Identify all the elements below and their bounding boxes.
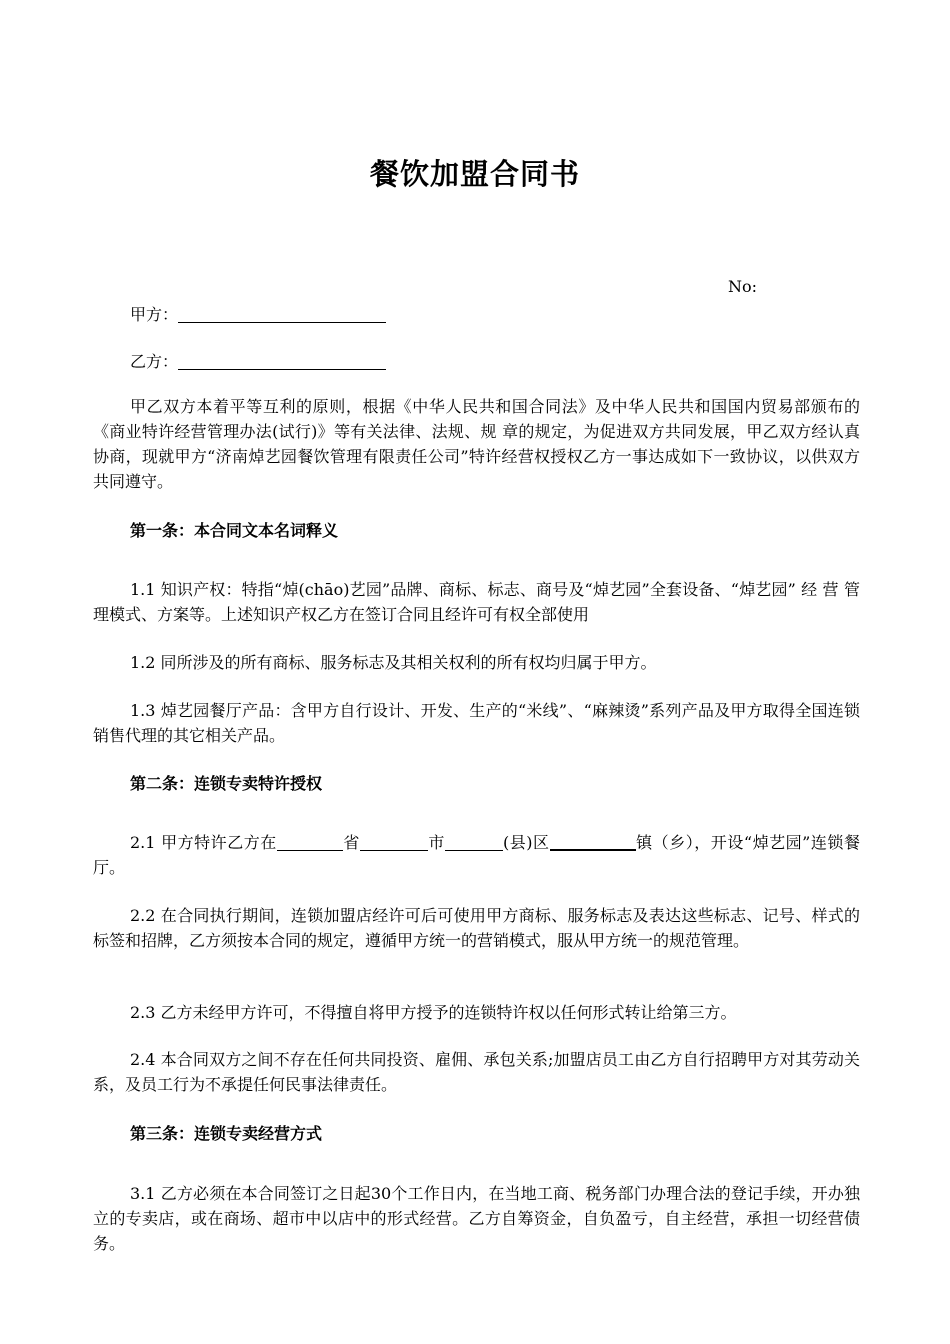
clause-2-1-part-d: (县)区	[502, 833, 550, 852]
province-blank	[277, 834, 343, 851]
clause-2-3: 2.3 乙方未经甲方许可，不得擅自将甲方授予的连锁特许权以任何形式转让给第三方。	[130, 1003, 737, 1022]
party-a-line	[130, 302, 386, 325]
clause-2-1-part-c: 市	[427, 833, 445, 852]
article-1-heading: 第一条：本合同文本名词释义	[130, 521, 339, 540]
town-blank	[550, 833, 636, 851]
clause-1-1: 1.1 知识产权：特指“焯(chāo)艺园”品牌、商标、标志、商号及“焯艺园”全套设备、“焯艺园” 经 营 管理模式、方案等。上述知识产权乙方在签订合同且经许可有权全部使用	[93, 580, 860, 624]
intro-paragraph: 甲乙双方本着平等互利的原则，根据《中华人民共和国合同法》及中华人民共和国国内贸易部颁布的《商业特许经营管理办法(试行)》等有关法律、法规、规 章的规定，为促进双方共同发展，甲乙双方经认真协商，现就甲方“济南焯艺园餐饮管理有限责任公司”特许经营权授权乙方一事达成如下一致协议，以供双方共同遵守。	[93, 397, 860, 491]
clause-2-1-part-a: 2.1 甲方特许乙方在	[130, 833, 277, 852]
clause-3-1: 3.1 乙方必须在本合同签订之日起30个工作日内，在当地工商、税务部门办理合法的登记手续，开办独立的专卖店，或在商场、超市中以店中的形式经营。乙方自筹资金，自负盈亏，自主经营，承担一切经营债务。	[93, 1184, 860, 1253]
clause-2-1-part-e: 镇（乡），开设“焯艺园”连锁餐厅。	[93, 833, 860, 877]
article-3-heading: 第三条：连锁专卖经营方式	[130, 1124, 323, 1143]
clause-2-1	[93, 830, 860, 880]
clause-2-2: 2.2 在合同执行期间，连锁加盟店经许可后可使用甲方商标、服务标志及表达这些标志、记号、样式的标签和招牌，乙方须按本合同的规定，遵循甲方统一的营销模式，服从甲方统一的规范管理。	[93, 906, 860, 950]
article-2-heading: 第二条：连锁专卖特许授权	[130, 774, 323, 793]
clause-1-2: 1.2 同所涉及的所有商标、服务标志及其相关权利的所有权均归属于甲方。	[130, 653, 657, 672]
clause-2-4: 2.4 本合同双方之间不存在任何共同投资、雇佣、承包关系;加盟店员工由乙方自行招聘甲方对其劳动关系，及员工行为不承提任何民事法律责任。	[93, 1050, 860, 1094]
county-blank	[445, 834, 503, 851]
party-a-blank	[178, 306, 386, 323]
party-a-label: 甲方：	[130, 305, 179, 324]
party-b-line	[130, 349, 386, 372]
contract-number-label: No:	[728, 277, 758, 296]
party-b-label: 乙方：	[130, 352, 179, 371]
clause-1-3: 1.3 焯艺园餐厅产品：含甲方自行设计、开发、生产的“米线”、“麻辣烫”系列产品及甲方取得全国连锁销售代理的其它相关产品。	[93, 701, 860, 745]
party-b-blank	[178, 353, 386, 370]
city-blank	[360, 834, 428, 851]
clause-2-1-part-b: 省	[342, 833, 360, 852]
document-title: 餐饮加盟合同书	[369, 157, 580, 191]
